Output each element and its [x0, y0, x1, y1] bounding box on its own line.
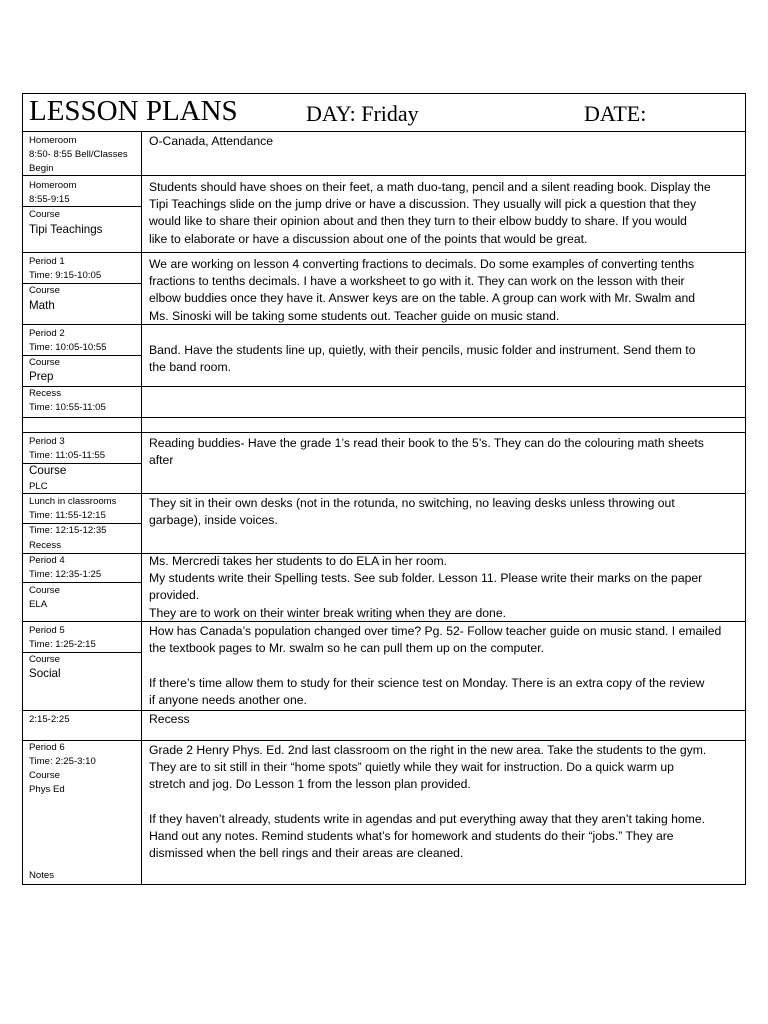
- row-label-cell: [23, 494, 142, 553]
- schedule-row-period-1: [23, 253, 745, 325]
- row-notes-cell: [142, 325, 745, 386]
- row-label: Recess: [29, 540, 61, 551]
- row-notes-cell: [142, 132, 745, 175]
- row-label: 8:50- 8:55 Bell/Classes: [29, 149, 128, 160]
- row-notes-cell: [142, 554, 745, 621]
- schedule-row-period-5: [23, 622, 745, 711]
- row-label: Period 4: [29, 555, 65, 566]
- row-label: PLC: [29, 481, 48, 492]
- row-label: Time: 2:25-3:10: [29, 756, 96, 767]
- row-label-cell: [23, 622, 142, 710]
- row-label-cell: [23, 554, 142, 621]
- row-label: Time: 12:15-12:35: [29, 525, 107, 536]
- row-label: Time: 9:15-10:05: [29, 270, 102, 281]
- lesson-plan-header: [23, 94, 745, 132]
- row-label-cell: [23, 132, 142, 175]
- notes-label: Notes: [29, 870, 55, 881]
- row-label: Homeroom: [29, 135, 77, 146]
- row-label: Homeroom: [29, 180, 77, 191]
- row-label: Period 5: [29, 625, 65, 636]
- row-label: Course: [29, 285, 60, 296]
- row-label: Time: 10:55-11:05: [29, 402, 106, 413]
- row-notes-cell: [142, 176, 745, 252]
- row-notes: Ms. Mercredi takes her students to do ELA in her room. My students write their Spelling tests. See sub folder. Lesson 11. Please write their marks on the paper provided. They are to work on their winter break writing when they are done.: [149, 554, 703, 620]
- row-label: 8:55-9:15: [29, 194, 70, 205]
- row-notes-cell: [142, 622, 745, 710]
- row-label: Math: [29, 299, 55, 312]
- row-label: Time: 10:05-10:55: [29, 342, 107, 353]
- row-label: Lunch in classrooms: [29, 496, 117, 507]
- row-label-cell: [23, 176, 142, 252]
- cell-divider: [23, 582, 141, 583]
- row-label: ELA: [29, 599, 48, 610]
- schedule-row-period-2: [23, 325, 745, 387]
- date-label: DATE:: [584, 101, 647, 126]
- day-label: DAY: Friday: [306, 101, 419, 126]
- row-notes-cell: [142, 711, 745, 740]
- row-label: Period 1: [29, 256, 65, 267]
- row-notes-cell: [142, 433, 745, 493]
- row-label: Phys Ed: [29, 784, 65, 795]
- page-title: LESSON PLANS: [29, 95, 238, 127]
- row-notes: Reading buddies- Have the grade 1’s read their book to the 5’s. They can do the colouring math sheets after: [149, 436, 704, 468]
- row-label: Course: [29, 654, 60, 665]
- schedule-row-homeroom-bell: [23, 132, 745, 176]
- row-notes: We are working on lesson 4 converting fractions to decimals. Do some examples of converting tenths fractions to tenths decimals. I have a worksheet to go with it. They can work on the lesson with their elbow buddies once they have it. Answer keys are on the table. A group can work with Mr. Swalm and Ms. Sinoski will be taking some students out. Teacher guide on music stand.: [149, 257, 696, 323]
- lesson-plan-table: [22, 93, 746, 885]
- row-label-cell: [23, 325, 142, 386]
- row-label: Social: [29, 667, 61, 680]
- row-notes: Grade 2 Henry Phys. Ed. 2nd last classroom on the right in the new area. Take the students to the gym. They are to sit still in their “home spots” quietly while they wait for instruction. Do a quick warm up stretch and jog. Do Lesson 1 from the lesson plan provided. If they haven’t already, students write in agendas and put everything away that they aren’t taking home. Hand out any notes. Remind students what’s for homework and students do their “jobs.” They are dismissed when the bell rings and their areas are cleaned.: [149, 743, 707, 861]
- schedule-row-tipi-teachings: [23, 176, 745, 253]
- row-notes-cell: [142, 494, 745, 553]
- row-label-cell: [23, 741, 142, 884]
- schedule-row-recess-morning: [23, 387, 745, 433]
- row-label-cell: [23, 387, 142, 432]
- row-label: Course: [29, 209, 60, 220]
- row-label: Course: [29, 770, 60, 781]
- row-label: Begin: [29, 163, 54, 174]
- row-label: Time: 1:25-2:15: [29, 639, 96, 650]
- row-notes: Recess: [149, 712, 190, 726]
- row-notes: How has Canada’s population changed over time? Pg. 52- Follow teacher guide on music stand. I emailed the textbook pages to Mr. swalm so he can pull them up on the computer. If there’s time allow them to study for their science test on Monday. There is an extra copy of the review if anyone needs another one.: [149, 624, 722, 707]
- row-label: Time: 12:35-1:25: [29, 569, 102, 580]
- row-notes: They sit in their own desks (not in the rotunda, no switching, no leaving desks unless throwing out garbage), inside voices.: [149, 496, 675, 528]
- schedule-row-period-6: [23, 741, 745, 884]
- row-label: Period 3: [29, 436, 65, 447]
- schedule-row-period-3: [23, 433, 745, 494]
- cell-divider: [23, 206, 141, 207]
- row-notes: Students should have shoes on their feet, a math duo-tang, pencil and a silent reading book. Display the Tipi Teachings slide on the jump drive or have a discussion. They usually will pick a question that they would like to share their opinion about and then they turn to their elbow buddy to share. If you would like to elaborate or have a discussion about one of the points that would be great.: [149, 180, 711, 246]
- cell-divider: [23, 417, 141, 418]
- row-label: Tipi Teachings: [29, 223, 103, 236]
- schedule-row-lunch: [23, 494, 745, 554]
- cell-divider: [142, 417, 745, 418]
- row-label: 2:15-2:25: [29, 714, 70, 725]
- row-notes: O-Canada, Attendance: [149, 134, 273, 148]
- row-label: Prep: [29, 370, 54, 383]
- row-label-cell: [23, 253, 142, 324]
- row-label: Period 2: [29, 328, 65, 339]
- row-label: Course: [29, 585, 60, 596]
- row-label: Period 6: [29, 742, 65, 753]
- row-notes-cell: [142, 253, 745, 324]
- row-notes-cell: [142, 741, 745, 884]
- row-label-cell: [23, 433, 142, 493]
- row-label: Course: [29, 464, 67, 477]
- row-notes-cell: [142, 387, 745, 432]
- row-label-cell: [23, 711, 142, 740]
- row-notes: Band. Have the students line up, quietly, with their pencils, music folder and instrument. Send them to the band room.: [149, 343, 696, 375]
- schedule-row-recess-afternoon: [23, 711, 745, 741]
- row-label: Course: [29, 357, 60, 368]
- schedule-row-period-4: [23, 554, 745, 622]
- row-label: Time: 11:55-12:15: [29, 510, 106, 521]
- row-label: Recess: [29, 388, 61, 399]
- row-label: Time: 11:05-11:55: [29, 450, 106, 461]
